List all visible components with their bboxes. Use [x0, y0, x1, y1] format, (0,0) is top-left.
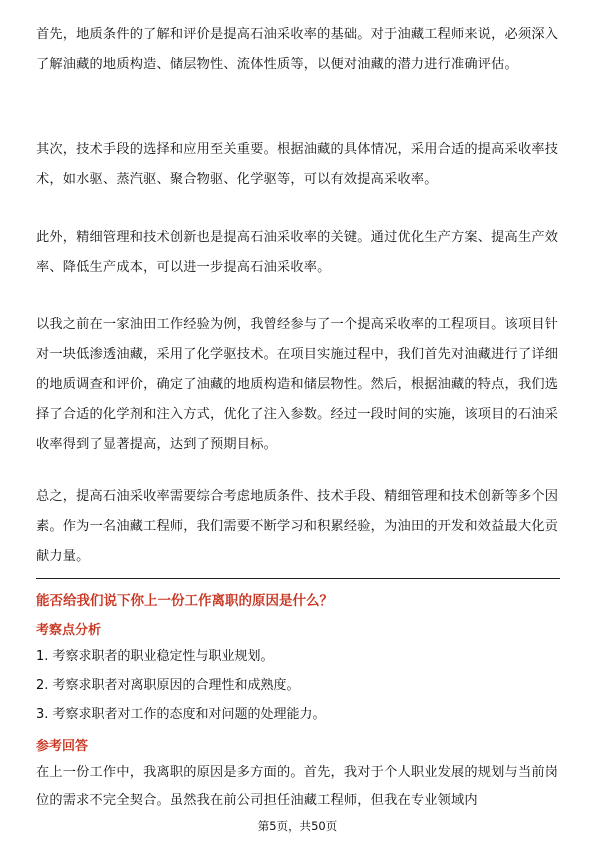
interview-question: 能否给我们说下你上一份工作离职的原因是什么？ — [36, 593, 333, 609]
page-number: 第5页，共50页 — [257, 819, 338, 833]
analysis-point: 3. 考察求职者对工作的态度和对问题的处理能力。 — [36, 707, 326, 722]
body-paragraph-2: 其次，技术手段的选择和应用至关重要。根据油藏的具体情况，采用合适的提高采收率技术，如水驱、蒸汽驱、聚合物驱、化学驱等，可以有效提高采收率。 — [36, 142, 559, 187]
body-paragraph-4: 以我之前在一家油田工作经验为例，我曾经参与了一个提高采收率的工程项目。该项目针对一块低渗透油藏，采用了化学驱技术。在项目实施过程中，我们首先对油藏进行了详细的地质调查和评价，确定了油藏的地质构造和储层物性。然后，根据油藏的特点，我们选择了合适的化学剂和注入方式，优化了注入参数。经过一段时间的实施，该项目的石油采收率得到了显著提高，达到了预期目标。 — [36, 317, 559, 452]
analysis-point: 2. 考察求职者对离职原因的合理性和成熟度。 — [36, 678, 300, 693]
body-paragraph-5: 总之，提高石油采收率需要综合考虑地质条件、技术手段、精细管理和技术创新等多个因素。作为一名油藏工程师，我们需要不断学习和积累经验，为油田的开发和效益最大化贡献力量。 — [36, 489, 559, 564]
section-divider — [36, 578, 560, 579]
reference-answer-text: 在上一份工作中，我离职的原因是多方面的。首先，我对于个人职业发展的规划与当前岗位的需求不完全契合。虽然我在前公司担任油藏工程师，但我在专业领域内 — [36, 765, 559, 808]
analysis-heading: 考察点分析 — [36, 623, 102, 638]
body-paragraph-1: 首先，地质条件的了解和评价是提高石油采收率的基础。对于油藏工程师来说，必须深入了解油藏的地质构造、储层物性、流体性质等，以便对油藏的潜力进行准确评估。 — [36, 27, 559, 72]
analysis-point: 1. 考察求职者的职业稳定性与职业规划。 — [36, 649, 274, 664]
reference-answer-heading: 参考回答 — [36, 739, 89, 754]
body-paragraph-3: 此外，精细管理和技术创新也是提高石油采收率的关键。通过优化生产方案、提高生产效率、降低生产成本，可以进一步提高石油采收率。 — [36, 230, 559, 275]
